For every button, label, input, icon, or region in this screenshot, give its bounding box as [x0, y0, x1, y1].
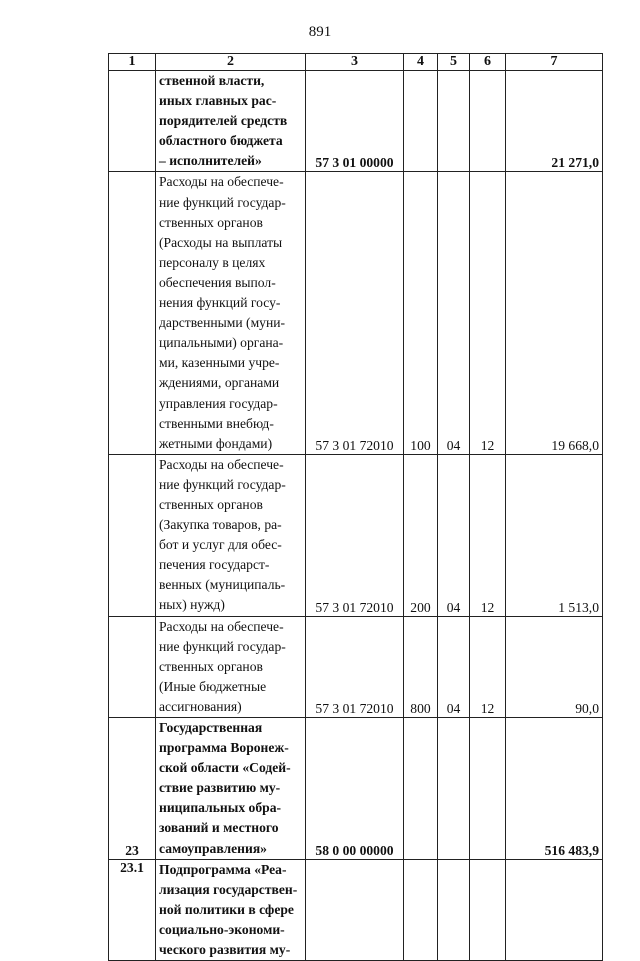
header-col-6: 6	[470, 54, 506, 71]
row-expense-type	[404, 71, 438, 172]
table-row	[109, 859, 603, 960]
table-row	[109, 172, 603, 454]
row-target-code: 57 3 01 00000	[306, 71, 404, 172]
header-col-5: 5	[438, 54, 470, 71]
table-row	[109, 454, 603, 616]
row-section: 04	[438, 616, 470, 717]
row-description	[156, 454, 306, 616]
row-number: 23.1	[109, 859, 156, 960]
row-description	[156, 172, 306, 454]
row-target-code: 57 3 01 72010	[306, 172, 404, 454]
header-col-4: 4	[404, 54, 438, 71]
row-subsection	[470, 859, 506, 960]
row-subsection: 12	[470, 172, 506, 454]
row-target-code: 57 3 01 72010	[306, 454, 404, 616]
row-amount: 90,0	[506, 616, 603, 717]
row-target-code: 57 3 01 72010	[306, 616, 404, 717]
row-number: 23	[109, 718, 156, 860]
table-row	[109, 718, 603, 860]
row-description-text: Подпрограмма «Реа- лизация государствен- ной политики в сфере социально-экономи- ческого развития му-	[159, 861, 298, 958]
row-subsection	[470, 71, 506, 172]
row-section	[438, 718, 470, 860]
row-expense-type	[404, 859, 438, 960]
row-number	[109, 616, 156, 717]
row-description	[156, 616, 306, 717]
row-target-code: 58 0 00 00000	[306, 718, 404, 860]
row-number	[109, 172, 156, 454]
row-description-text: ственной власти, иных главных рас- порядителей средств областного бюджета – исполнителей»	[159, 73, 288, 169]
budget-table	[108, 53, 603, 961]
row-subsection	[470, 718, 506, 860]
header-row	[109, 54, 603, 71]
row-expense-type: 100	[404, 172, 438, 454]
row-amount: 19 668,0	[506, 172, 603, 454]
row-amount: 516 483,9	[506, 718, 603, 860]
row-subsection: 12	[470, 616, 506, 717]
header-col-2: 2	[156, 54, 306, 71]
row-number	[109, 454, 156, 616]
row-expense-type: 800	[404, 616, 438, 717]
row-description-text: Государственная программа Воронеж- ской области «Содей- ствие развитию му- ниципальных обра- зований и местного самоуправления»	[159, 720, 291, 856]
row-section	[438, 71, 470, 172]
row-section	[438, 859, 470, 960]
header-col-1: 1	[109, 54, 156, 71]
row-description	[156, 718, 306, 860]
row-target-code	[306, 859, 404, 960]
row-expense-type	[404, 718, 438, 860]
row-section: 04	[438, 172, 470, 454]
row-amount: 21 271,0	[506, 71, 603, 172]
row-description-text: Расходы на обеспече- ние функций государ- ственных органов (Иные бюджетные ассигнования)	[159, 618, 286, 714]
page-number: 891	[308, 24, 332, 40]
header-col-3: 3	[306, 54, 404, 71]
table-row	[109, 616, 603, 717]
table-row	[109, 71, 603, 172]
row-description	[156, 859, 306, 960]
row-section: 04	[438, 454, 470, 616]
header-col-7: 7	[506, 54, 603, 71]
row-description	[156, 71, 306, 172]
row-number	[109, 71, 156, 172]
row-amount: 1 513,0	[506, 454, 603, 616]
row-description-text: Расходы на обеспече- ние функций государ- ственных органов (Закупка товаров, ра- бот и услуг для обес- печения государст- венных (муниципаль- ных) нужд)	[159, 456, 286, 613]
row-expense-type: 200	[404, 454, 438, 616]
row-subsection: 12	[470, 454, 506, 616]
row-amount	[506, 859, 603, 960]
row-description-text: Расходы на обеспече- ние функций государ- ственных органов (Расходы на выплаты персоналу в целях обеспечения выпол- нения функций госу- дарственными (муни- ципальными) органа- ми, казенными учре- ждениями, органами управления государ- ственными внебюд- жетными фондами)	[159, 174, 286, 451]
